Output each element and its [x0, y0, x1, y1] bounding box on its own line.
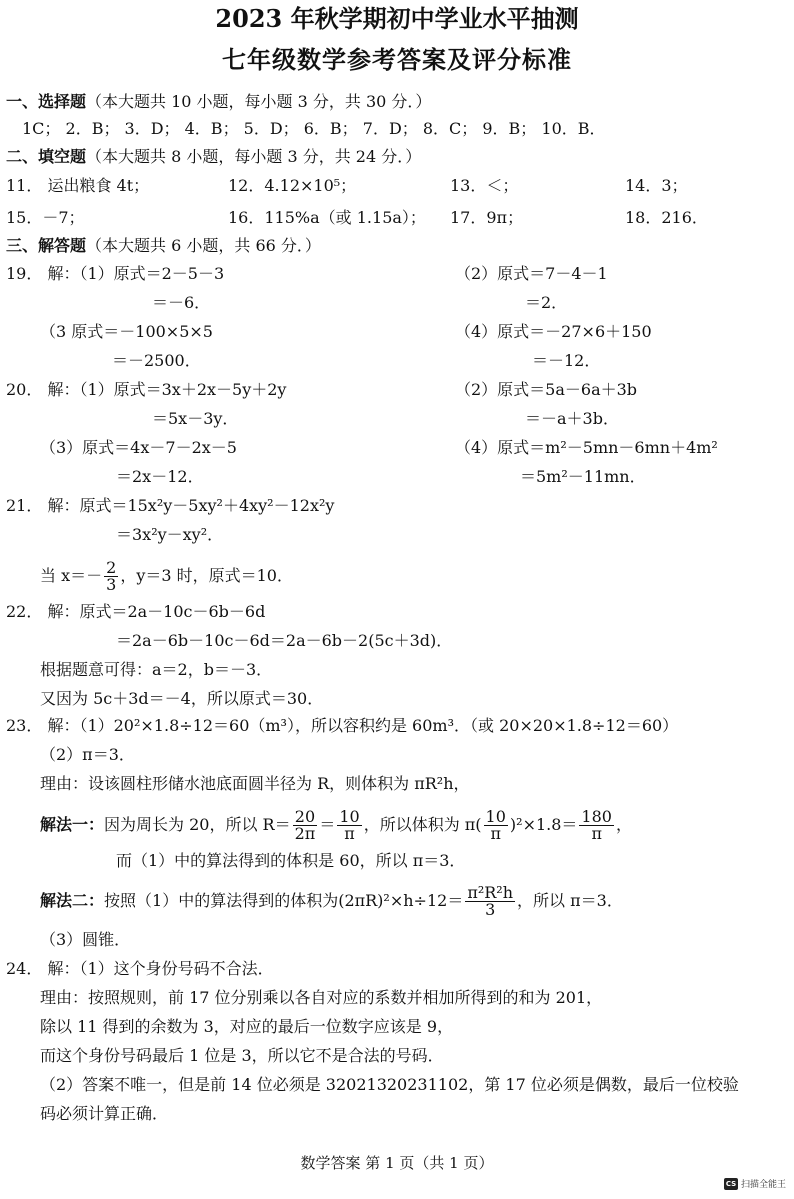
q20-right-line-2: ＝－a＋3b．	[525, 409, 619, 428]
section-3-heading: 三、解答题（本大题共 6 小题，共 66 分．）	[6, 236, 321, 255]
q19-line-1: 19． 解：（1）原式＝2－5－3	[6, 264, 225, 283]
q23-line-2: （2）π＝3．	[40, 745, 135, 764]
q19-line-4: ＝－2500．	[112, 351, 201, 370]
q19-right-line-1: （2）原式＝7－4－1	[455, 264, 608, 283]
fraction: $\frac{10}{\pi}$	[339, 807, 360, 843]
q21-line-1: 21． 解：原式＝15x²y－5xy²＋4xy²－12x²y	[6, 496, 335, 515]
q23-line-3: 理由：设该圆柱形储水池底面圆半径为 R，则体积为 πR²h，	[40, 774, 470, 793]
q20-right-line-4: ＝5m²－11mn．	[520, 467, 646, 486]
q19-right-line-2: ＝2．	[525, 293, 568, 312]
scanner-badge	[724, 1177, 786, 1190]
q20-right-line-3: （4）原式＝m²－5mn－6mn＋4m²	[455, 438, 718, 457]
q19-right-line-4: ＝－12．	[532, 351, 601, 370]
q19-line-3: （3 原式＝－100×5×5	[40, 322, 213, 341]
q21-line-2: ＝3x²y－xy²．	[116, 525, 224, 544]
q24-line-5: （2）答案不唯一，但是前 14 位必须是 32021320231102，第 17 位必须是偶数，最后一位校验	[40, 1075, 739, 1094]
q20-line-3: （3）原式＝4x－7－2x－5	[40, 438, 237, 457]
q24-line-2: 理由：按照规则，前 17 位分别乘以各自对应的系数并相加所得到的和为 201，	[40, 988, 603, 1007]
camscanner-icon: CS	[725, 1179, 737, 1188]
page-subtitle: 七年级数学参考答案及评分标准	[222, 45, 572, 74]
q22-line-4: 又因为 5c＋3d＝－4，所以原式＝30．	[40, 689, 324, 708]
section-1-heading: 一、选择题（本大题共 10 小题，每小题 3 分，共 30 分．）	[6, 92, 432, 111]
q22-line-1: 22． 解：原式＝2a－10c－6b－6d	[6, 602, 266, 621]
q23-method-2: 解法二：按照（1）中的算法得到的体积为(2πR)²×h÷12＝ $\frac{\text{π²R²h}}{3}$ ，所以 π＝3．	[40, 883, 623, 919]
page-title: 2023 年秋学期初中学业水平抽测	[215, 4, 579, 33]
q23-line-last: （3）圆锥．	[40, 930, 131, 949]
fraction: $\frac{10}{\pi}$	[485, 807, 506, 843]
q21-line-3: 当 x＝－ $\frac{2}{3}$ ，y＝3 时，原式＝10．	[40, 558, 293, 594]
q23-method-1-line-2: 而（1）中的算法得到的体积是 60，所以 π＝3．	[116, 851, 466, 870]
q22-line-2: ＝2a－6b－10c－6d＝2a－6b－2(5c＋3d)．	[116, 631, 453, 650]
q19-right-line-3: （4）原式＝－27×6＋150	[455, 322, 652, 341]
q22-line-3: 根据题意可得：a＝2，b＝－3．	[40, 660, 273, 679]
q24-line-3: 除以 11 得到的余数为 3，对应的最后一位数字应该是 9，	[40, 1017, 454, 1036]
fraction: $\frac{2}{3}$	[106, 558, 117, 594]
page-footer: 数学答案 第 1 页（共 1 页）	[300, 1154, 494, 1172]
q20-line-1: 20． 解：（1）原式＝3x＋2x－5y＋2y	[6, 380, 287, 399]
q24-line-1: 24． 解：（1）这个身份号码不合法．	[6, 959, 274, 978]
q23-method-1: 解法一：因为周长为 20，所以 R＝ $\frac{20}{2\pi}$ ＝ $\frac{10}{\pi}$ ，所以体积为 π( $\frac{10}{\pi}$ )²×1.8＝ $\frac{180}{\pi}$ ，	[40, 807, 632, 843]
q19-line-2: ＝－6．	[152, 293, 211, 312]
q20-line-2: ＝5x－3y．	[152, 409, 239, 428]
q24-line-4: 而这个身份号码最后 1 位是 3，所以它不是合法的号码．	[40, 1046, 444, 1065]
fill-answer-17: 17．9π；	[450, 208, 524, 227]
section-1-answers: 1C； 2．B； 3．D； 4．B； 5．D； 6．B； 7．D； 8．C； 9．B； 10．B．	[22, 119, 606, 138]
fraction: $\frac{20}{2\pi}$	[294, 807, 316, 843]
fill-answer-11: 11． 运出粮食 4t；	[6, 176, 150, 195]
fraction: $\frac{\text{π²R²h}}{3}$	[467, 883, 514, 919]
fill-answer-13: 13．＜；	[450, 176, 519, 195]
fill-answer-16: 16．115%a（或 1.15a）；	[228, 208, 426, 227]
section-2-heading: 二、填空题（本大题共 8 小题，每小题 3 分，共 24 分．）	[6, 147, 422, 166]
q24-line-6: 码必须计算正确．	[40, 1104, 169, 1123]
fill-answer-14: 14．3；	[625, 176, 688, 195]
q20-right-line-1: （2）原式＝5a－6a＋3b	[455, 380, 638, 399]
fill-answer-18: 18．216．	[625, 208, 708, 227]
fraction: $\frac{180}{\pi}$	[581, 807, 612, 843]
q23-line-1: 23． 解：（1）20²×1.8÷12＝60（m³），所以容积约是 60m³．（或 20×20×1.8÷12＝60）	[6, 716, 679, 735]
scanner-badge-label: 扫描全能王	[741, 1180, 787, 1190]
fill-answer-12: 12．4.12×10⁵；	[228, 176, 357, 195]
q20-line-4: ＝2x－12．	[116, 467, 204, 486]
fill-answer-15: 15．－7；	[6, 208, 85, 227]
